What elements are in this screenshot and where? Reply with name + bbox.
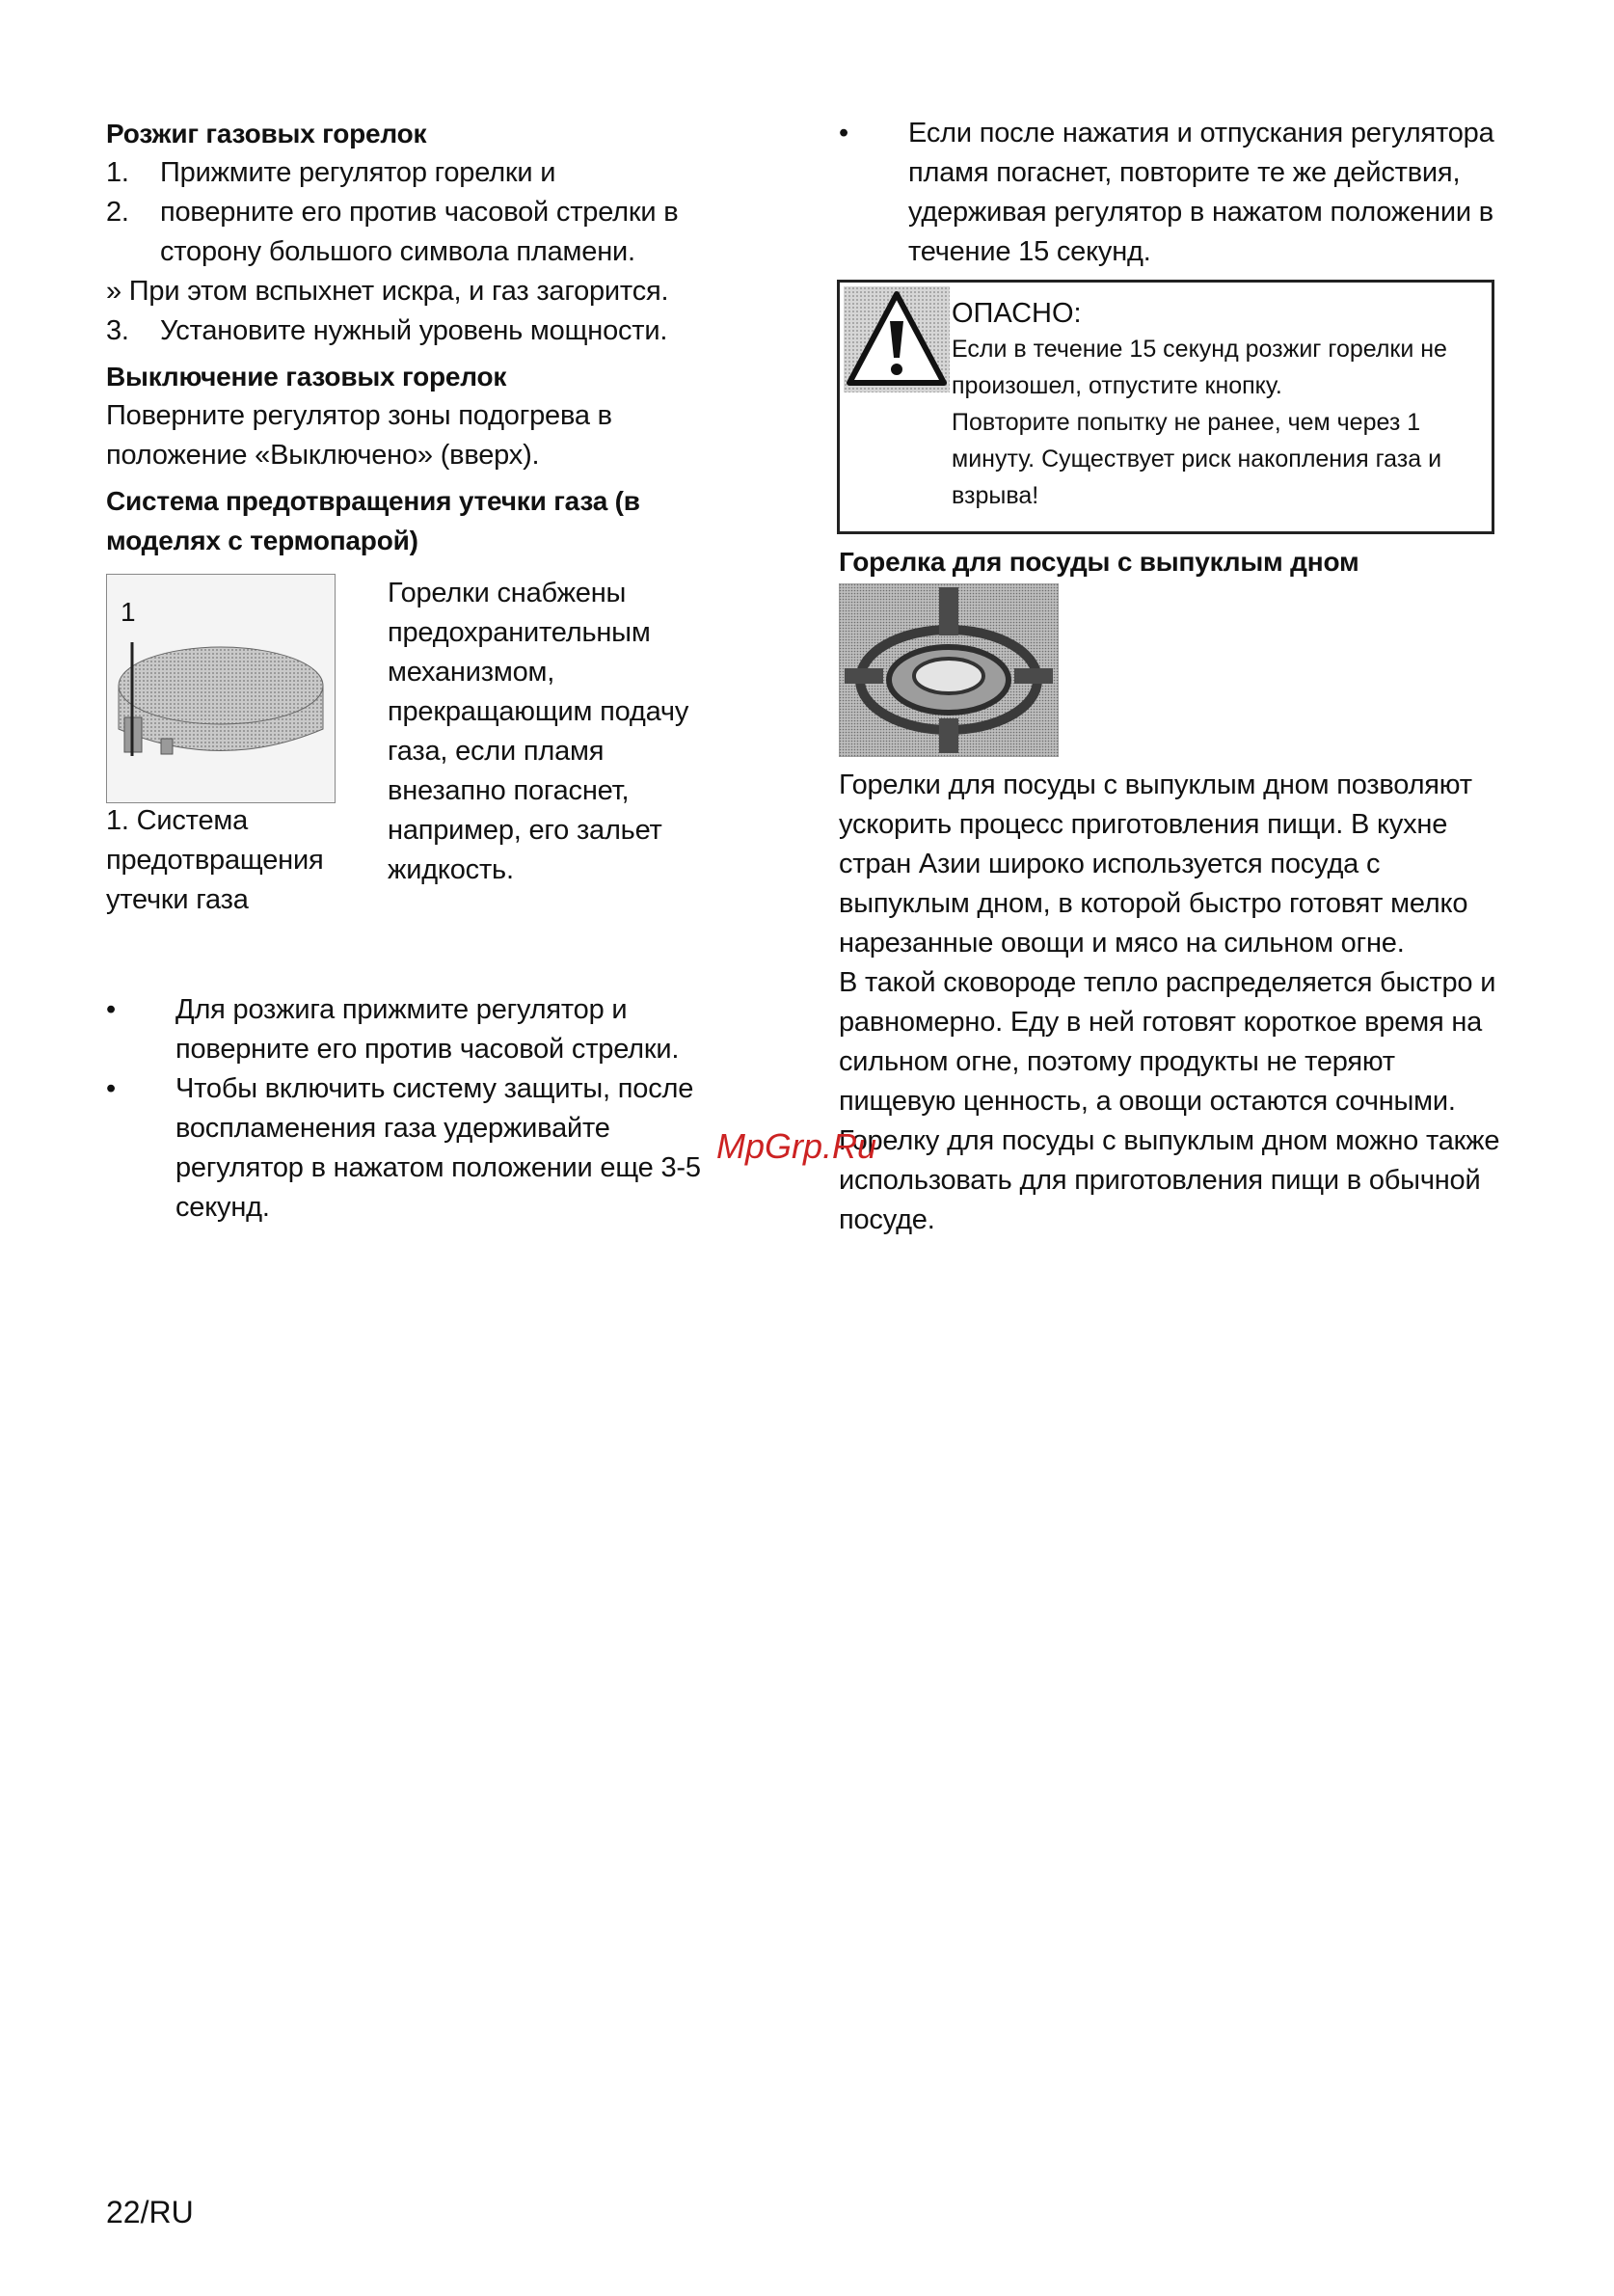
burner-illustration — [106, 574, 336, 803]
ignition-step-2: 2. поверните его против часовой стрелки в сторону большого символа пламени. — [106, 197, 679, 267]
left-column — [106, 114, 723, 1228]
wok-text: Горелки для посуды с выпуклым дном позволяют ускорить процесс приготовления пищи. В кухне стран Азии широко используется посуда с выпуклым дном, в которой быстро готовят мелко нарезанные овощи и мясо на сильном огне. — [839, 770, 1472, 959]
warning-text — [952, 296, 1492, 514]
warning-line-2: Повторите попытку не ранее, чем через 1 минуту. Существует риск накопления газа и взрыва! — [952, 409, 1442, 509]
right-column — [839, 114, 1514, 1240]
warning-line-1: Если в течение 15 секунд розжиг горелки не произошел, отпустите кнопку. — [952, 336, 1447, 399]
left-bullet-2: • Чтобы включить систему защиты, после воспламенения газа удерживайте регулятор в нажатом положении еще 3-5 секунд. — [106, 1073, 701, 1223]
wok-burner-photo — [839, 583, 1059, 757]
right-bullet: • Если после нажатия и отпускания регулятора пламя погаснет, повторите те же действия, удерживая регулятор в нажатом положении в течение 15 секунд. — [839, 118, 1494, 267]
warning-title: ОПАСНО: — [952, 298, 1082, 329]
burner-drawing — [107, 575, 335, 802]
ignition-step-3: 3. Установите нужный уровень мощности. — [106, 315, 668, 346]
leak-system-heading: Система предотвращения утечки газа (в моделях с термопарой) — [106, 486, 640, 555]
ignition-step-1: 1. Прижмите регулятор горелки и — [106, 157, 556, 188]
wok-text-2: В такой сковороде тепло распределяется быстро и равномерно. Еду в ней готовят короткое время на сильном огне, поэтому продукты не теряют пищевую ценность, а овощи остаются сочными. Горелку для посуды с выпуклым дном можно также использовать для приготовления пищи в обычной посуде. — [839, 967, 1500, 1235]
wok-heading: Горелка для посуды с выпуклым дном — [839, 547, 1359, 577]
page-number: 22/RU — [106, 2195, 194, 2229]
shutdown-heading: Выключение газовых горелок — [106, 362, 507, 392]
warning-triangle-icon — [844, 286, 950, 392]
leak-system-figure-row — [106, 574, 723, 969]
danger-warning-box — [837, 280, 1494, 534]
figure-caption: 1. Система предотвращения утечки газа — [106, 805, 324, 915]
figure-label: 1 — [121, 597, 136, 627]
figure-description: Горелки снабжены предохранительным механизмом, прекращающим подачу газа, если пламя внезапно погаснет, например, его зальет жидкость. — [388, 578, 689, 885]
shutdown-text: Поверните регулятор зоны подогрева в положение «Выключено» (вверх). — [106, 400, 612, 471]
ignition-result: » При этом вспыхнет искра, и газ загорится. — [106, 276, 669, 307]
left-bullet-1: • Для розжига прижмите регулятор и поверните его против часовой стрелки. — [106, 994, 680, 1065]
ignition-heading: Розжиг газовых горелок — [106, 119, 427, 149]
watermark: MpGrp.Ru — [716, 1126, 877, 1166]
